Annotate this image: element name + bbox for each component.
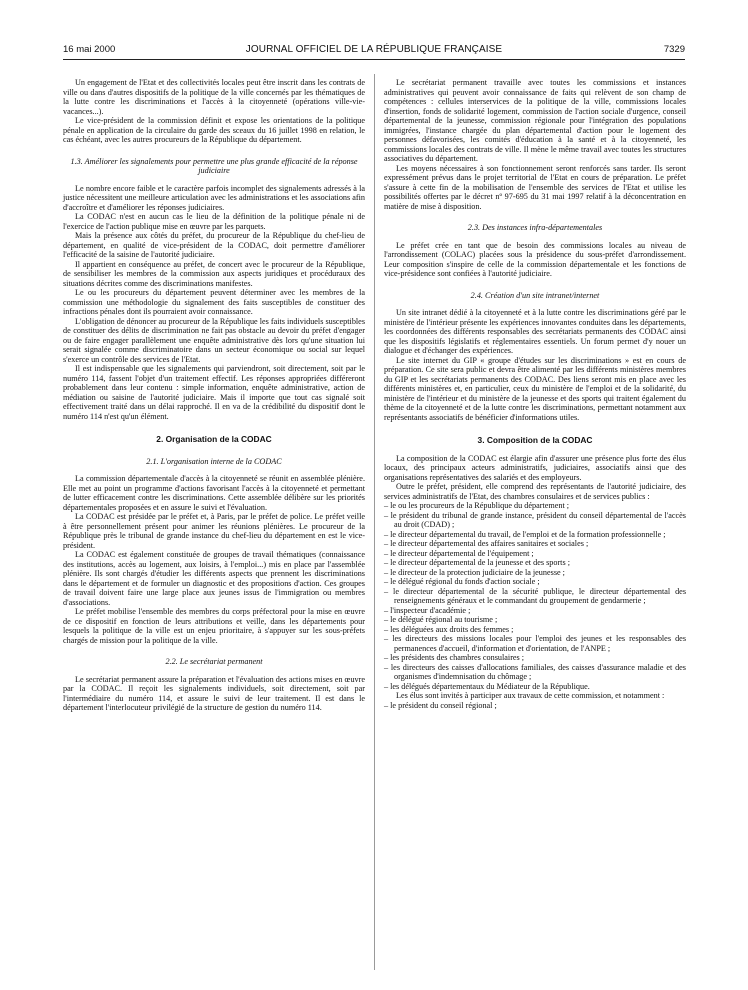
paragraph: La commission départementale d'accès à la citoyenneté se réunit en assemblée plénière. Elle met au point un programme d'actions favorisant l'accès à la citoyenneté et permettant de lutter efficacement contre les discriminations. Cette assemblée délibère sur les priorités départementales proposées et en assure le suivi et l'évaluation. <box>63 474 365 512</box>
paragraph: Le secrétariat permanent travaille avec toutes les commissions et instances administratives qui peuvent avoir connaissance de faits qui relèvent de son champ de compétences : cellules interservices de la politique de la ville, commissions locales d'insertion, fonds de solidarité logement, commission de l'action sociale d'urgence, conseil départemental de la jeunesse, commission régionale pour l'intégration des populations immigrées, l'instance chargée du plan départemental d'action pour le logement des personnes défavorisées, les comités d'éducation à la santé et à la citoyenneté, les commissions locales des contrats de ville. Il mène le même travail avec toutes les structures associatives du département. <box>384 78 686 163</box>
paragraph: La composition de la CODAC est élargie afin d'assurer une présence plus forte des élus locaux, des principaux acteurs administratifs, judiciaires, associatifs ainsi que des organisations représentatives des salariés et des employeurs. <box>384 453 686 482</box>
header-rule <box>63 59 685 60</box>
paragraph: Un site intranet dédié à la citoyenneté et à la lutte contre les discriminations géré par le ministère de l'intérieur présente les expériences innovantes conduites dans les départements, les coordonnées des différents responsables des secrétariats permanents des CODAC ainsi que les dispositifs législatifs et réglementaires essentiels. Un forum permet d'y nouer un dialogue et d'échanger des expériences. <box>384 308 686 355</box>
elected-list <box>384 701 686 711</box>
page-header <box>63 44 685 58</box>
members-list <box>384 501 686 691</box>
paragraph: La CODAC est également constituée de groupes de travail thématiques (connaissance des institutions, accès au logement, aux loisirs, à l'emploi...) mis en place par l'assemblée plénière. Ils sont chargés d'étudier les différents aspects que prennent les discriminations dans le département et de formuler un diagnostic et des propositions d'action. Ces groupes de travail doivent faire une large place aux jeunes issus de l'immigration ou membres d'associations. <box>63 550 365 607</box>
right-column <box>384 78 686 710</box>
section-heading-2-4: 2.4. Création d'un site intranet/internet <box>470 290 600 300</box>
section-heading-2-3: 2.3. Des instances infra-départementales <box>467 223 603 232</box>
paragraph: Les moyens nécessaires à son fonctionnement seront renforcés sans tarder. Ils seront expressément prévus dans le projet territorial de l'Etat en cours de préparation. Le préfet s'assure à cette fin de la mobilisation de l'ensemble des services de l'Etat et utilise les possibilités offertes par le décret nº 97-695 du 31 mai 1997 relatif à la déconcentration en matière de mise à disposition. <box>384 163 686 211</box>
paragraph: L'obligation de dénoncer au procureur de la République les faits individuels susceptibles de constituer des délits de discrimination ne fait pas obstacle au devoir du préfet d'engager ou de faire engager parallèlement une enquête administrative dès lors qu'une situation lui serait signalée comme discriminatoire dans un secteur économique ou social sur lequel s'exerce un contrôle des services de l'Etat. <box>63 316 366 364</box>
list-item: – le président du conseil régional ; <box>384 701 686 711</box>
section-heading-2: 2. Organisation de la CODAC <box>156 434 272 444</box>
paragraph: Outre le préfet, président, elle comprend des représentants de l'autorité judiciaire, des services administratifs de l'Etat, des chambres consulaires et de services publics : <box>384 482 686 501</box>
list-item: – les présidents des chambres consulaires ; <box>384 653 686 663</box>
paragraph: Le préfet mobilise l'ensemble des membres du corps préfectoral pour la mise en œuvre de ce dispositif en fonction de leurs attributions et veille, dans les départements pour lesquels la politique de la ville est un enjeu prioritaire, à s'appuyer sur les sous-préfets chargés de mission pour la politique de la ville. <box>63 607 365 645</box>
list-item: – le directeur départemental de la sécurité publique, le directeur départemental des renseignements généraux et le commandant du groupement de gendarmerie ; <box>384 587 686 606</box>
paragraph: Mais la présence aux côtés du préfet, du procureur de la République du chef-lieu de département, en qualité de vice-président de la CODAC, doit permettre d'améliorer l'efficacité de la saisine de l'autorité judiciaire. <box>63 231 365 259</box>
paragraph: Il appartient en conséquence au préfet, de concert avec le procureur de la République, de sensibiliser les membres de la commission aux aspects juridiques et procéduraux des situations décrites comme des discriminations manifestes. <box>63 259 365 288</box>
section-heading-3: 3. Composition de la CODAC <box>477 435 593 445</box>
paragraph: Un engagement de l'Etat et des collectivités locales peut être inscrit dans les contrats de ville ou dans d'autres dispositifs de la politique de la ville concernés par les thématiques de la lutte contre les discriminations et l'accès à la citoyenneté (opérations ville-vie-vacances...). <box>63 78 365 116</box>
list-item: – le délégué régional au tourisme ; <box>384 615 686 625</box>
list-item: – les directeurs des caisses d'allocations familiales, des caisses d'assurance maladie et des organismes d'indemnisation du chômage ; <box>384 663 686 682</box>
section-heading-2-2: 2.2. Le secrétariat permanent <box>165 657 263 666</box>
list-item: – le directeur départemental de la jeunesse et des sports ; <box>384 558 686 568</box>
paragraph: La CODAC est présidée par le préfet et, à Paris, par le préfet de police. Le préfet veille à être personnellement présent pour animer les réunions plénières. Le procureur de la République près le tribunal de grande instance du chef-lieu du département en est le vice-président. <box>63 512 365 550</box>
list-item: – le président du tribunal de grande instance, président du conseil départemental de l'accès au droit (CDAD) ; <box>384 511 686 530</box>
column-divider <box>374 74 375 970</box>
list-item: – le ou les procureurs de la République du département ; <box>384 501 686 511</box>
paragraph: Le site internet du GIP « groupe d'études sur les discriminations » est en cours de préparation. Ce site sera public et devra être alimenté par les différents ministères membres du GIP et les secrétariats permanents des CODAC. Des liens seront mis en place avec les différents ministères et, en particulier, ceux du ministère de l'emploi et de la solidarité, du ministère de l'intérieur et du ministère de la jeunesse et des sports qui traitent également du thème de la citoyenneté et de la lutte contre les discriminations, permettant notamment aux représentants associatifs de bénéficier d'informations utiles. <box>384 355 686 422</box>
section-heading-2-1: 2.1. L'organisation interne de la CODAC <box>146 456 282 466</box>
list-item: – le directeur départemental de l'équipement ; <box>384 549 686 559</box>
paragraph: Il est indispensable que les signalements qui parviendront, soit directement, soit par le numéro 114, fassent l'objet d'un traitement effectif. Les réponses appropriées différeront probablement dans leur contenu : simple information, enquête administrative, action de médiation ou saisine de l'autorité judiciaire. Mais il importe que tout cas signalé soit effectivement traité dans un délai rapproché. Il en va de la crédibilité du dispositif dont le numéro 114 n'est qu'un élément. <box>63 364 365 421</box>
paragraph: Le nombre encore faible et le caractère parfois incomplet des signalements adressés à la justice nécessitent une meilleure articulation avec les administrations et les associations afin d'accroître et d'améliorer les réponses judiciaires. <box>63 183 365 212</box>
page-number: 7329 <box>663 44 685 55</box>
journal-title: JOURNAL OFFICIEL DE LA RÉPUBLIQUE FRANÇAISE <box>245 44 503 55</box>
list-item: – le directeur de la protection judiciaire de la jeunesse ; <box>384 568 686 578</box>
paragraph: Les élus sont invités à participer aux travaux de cette commission, et notamment : <box>396 691 665 700</box>
list-item: – le délégué régional du fonds d'action sociale ; <box>384 577 686 587</box>
left-column <box>63 78 365 713</box>
list-item: – les délégués départementaux du Médiateur de la République. <box>384 682 686 692</box>
header-date: 16 mai 2000 <box>63 44 116 55</box>
paragraph: Le vice-président de la commission définit et expose les orientations de la politique pénale en application de la circulaire du garde des sceaux du 16 juillet 1998 en relation, le cas échéant, avec les autres procureurs de la République du département. <box>63 116 365 144</box>
list-item: – les directeurs des missions locales pour l'emploi des jeunes et les responsables des permanences d'accueil, d'information et d'orientation, de l'ANPE ; <box>384 634 686 653</box>
paragraph: Le secrétariat permanent assure la préparation et l'évaluation des actions mises en œuvre par la CODAC. Il reçoit les signalements individuels, soit directement, soit par l'intermédiaire du numéro 114, et assure le suivi de leur traitement. Il est dans le département l'interlocuteur privilégié de la structure de gestion du numéro 114. <box>63 674 365 712</box>
list-item: – le directeur départemental des affaires sanitaires et sociales ; <box>384 539 686 549</box>
paragraph: La CODAC n'est en aucun cas le lieu de la définition de la politique pénale ni de l'exercice de l'action publique mise en œuvre par les parquets. <box>63 212 365 231</box>
list-item: – les déléguées aux droits des femmes ; <box>384 625 686 635</box>
section-heading-1-3: 1.3. Améliorer les signalements pour permettre une plus grande efficacité de la réponse judiciaire <box>70 156 358 175</box>
list-item: – l'inspecteur d'académie ; <box>384 606 686 616</box>
paragraph: Le ou les procureurs du département peuvent déterminer avec les membres de la commission une méthodologie du signalement des faits susceptibles de constituer des infractions pénales dont ils pourraient avoir connaissance. <box>63 288 365 316</box>
paragraph: Le préfet crée en tant que de besoin des commissions locales au niveau de l'arrondissement (COLAC) placées sous la présidence du sous-préfet d'arrondissement. Leur composition s'inspire de celle de la commission départementale et les fonctions de vice-présidence sont confiées à l'autorité judiciaire. <box>384 240 686 278</box>
list-item: – le directeur départemental du travail, de l'emploi et de la formation professionnelle ; <box>384 530 686 540</box>
